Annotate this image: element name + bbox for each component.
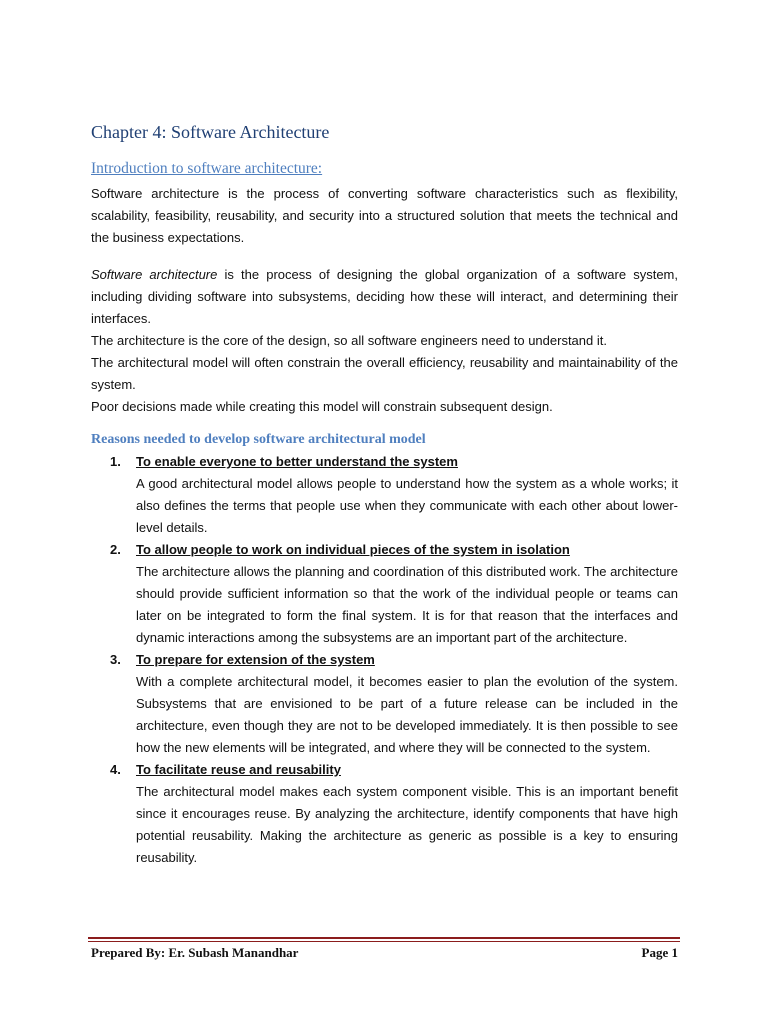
constraint-sentence: The architectural model will often constrain the overall efficiency, reusability and maintainability of the system. (91, 355, 678, 392)
footer-page-number: Page 1 (641, 945, 678, 960)
reason-title: To enable everyone to better understand the system (136, 454, 458, 469)
definition-paragraph (91, 264, 678, 330)
reason-item (91, 539, 678, 649)
reason-title: To prepare for extension of the system (136, 652, 375, 667)
reason-number: 1. (110, 454, 121, 469)
core-sentence: The architecture is the core of the design, so all software engineers need to understand it. (91, 333, 607, 348)
definition-term: Software architecture (91, 267, 218, 282)
reason-item (91, 451, 678, 539)
reason-title: To facilitate reuse and reusability (136, 762, 341, 777)
chapter-title: Chapter 4: Software Architecture (91, 122, 330, 142)
definition-text: is the process of designing the global organization of a software system, including dividing software into subsystems, deciding how these will interact, and determining their interfaces. (91, 267, 678, 326)
reason-number: 2. (110, 542, 121, 557)
reason-number: 4. (110, 762, 121, 777)
intro-paragraph: Software architecture is the process of converting software characteristics such as flexibility, scalability, feasibility, reusability, and security into a structured solution that meets the technical and the business expectations. (91, 186, 678, 245)
reason-number: 3. (110, 652, 121, 667)
document-body (91, 183, 678, 869)
reason-body: With a complete architectural model, it becomes easier to plan the evolution of the system. Subsystems that are envisioned to be part of a future release can be included in the architecture, even though they are not to be developed immediately. It is then possible to see how the new elements will be integrated, and where they will be connected to the system. (136, 674, 678, 755)
reason-item (91, 649, 678, 759)
reason-body: A good architectural model allows people to understand how the system as a whole works; it also defines the terms that people use when they communicate with each other about lower-level details. (136, 476, 678, 535)
reason-body: The architectural model makes each system component visible. This is an important benefit since it encourages reuse. By analyzing the architecture, identify components that have high potential reusability. Making the architecture as generic as possible is a key to ensuring reusability. (136, 784, 678, 865)
footer-divider-thin (88, 941, 680, 942)
footer-prepared-by: Prepared By: Er. Subash Manandhar (91, 945, 299, 960)
reason-item (91, 759, 678, 869)
reason-body: The architecture allows the planning and coordination of this distributed work. The architecture should provide sufficient information so that the work of the individual people or teams can later on be integrated to form the final system. It is for that reason that the interfaces and dynamic interactions among the subsystems are an important part of the architecture. (136, 564, 678, 645)
reasons-heading: Reasons needed to develop software architectural model (91, 432, 426, 447)
footer-divider (88, 937, 680, 939)
section-heading-introduction: Introduction to software architecture: (91, 160, 323, 177)
reason-title: To allow people to work on individual pieces of the system in isolation (136, 542, 570, 557)
poor-decisions-sentence: Poor decisions made while creating this model will constrain subsequent design. (91, 399, 553, 414)
